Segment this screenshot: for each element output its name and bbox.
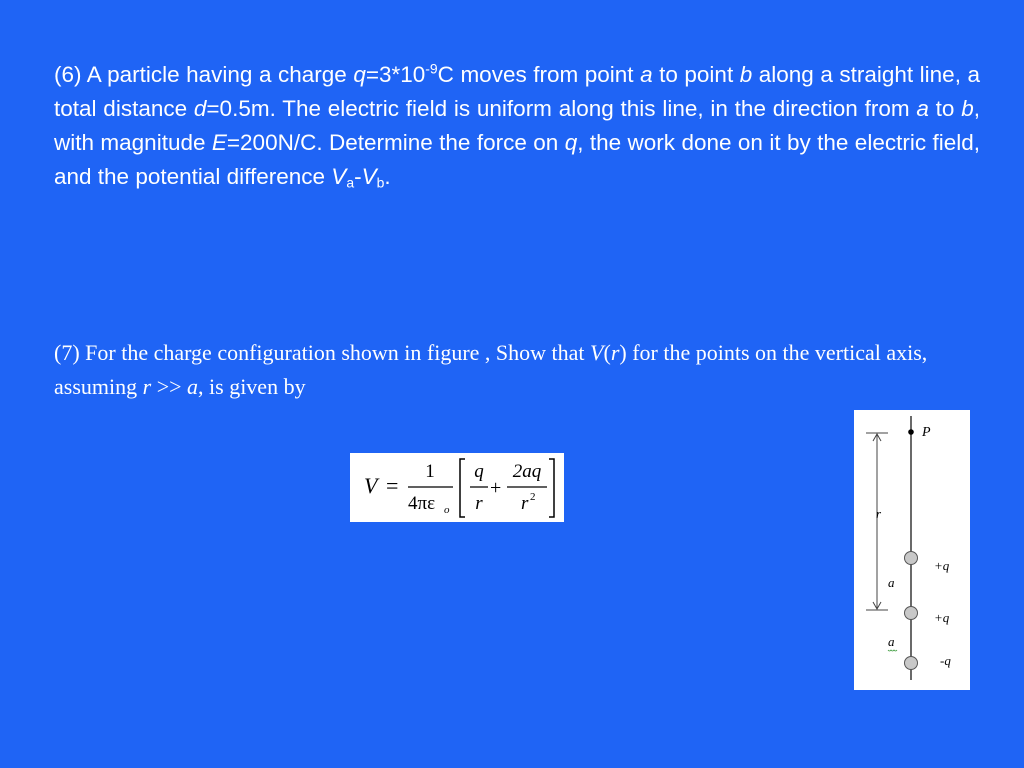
charge-3-label: -q	[940, 653, 951, 668]
formula-coef-num: 1	[425, 461, 435, 482]
problem-7-text: (7) For the charge configuration shown in figure , Show that V(r) for the points on the vertical axis, assuming r >> a, is given by	[54, 340, 928, 399]
a-label-lower: a	[888, 634, 895, 649]
formula-coef-den-sub: o	[444, 504, 450, 516]
formula-plus: +	[490, 477, 502, 499]
right-bracket	[549, 459, 554, 517]
charge-1-circle	[905, 552, 918, 565]
charge-2-label: +q	[934, 610, 950, 625]
formula-image	[350, 453, 564, 522]
point-p-dot	[908, 429, 914, 435]
r-dimension-label: r	[876, 506, 882, 521]
charge-diagram	[854, 410, 970, 690]
a-label-upper: a	[888, 575, 895, 590]
formula-coef-den: 4πε	[408, 493, 436, 514]
point-p-label: P	[922, 425, 931, 440]
problem-6-text: (6) A particle having a charge $q=3*10^{-9}C$ moves from point a to point b along a straight line, a total distance d=0.5m. The electric field is uniform along this line, in the direction from a to b, with magnitude E=200N/C. Determine the force on q, the work done on it by the electric field, and the potential difference $V_a-V_b$.	[54, 60, 980, 191]
term1-num: q	[474, 461, 484, 482]
term1-den: r	[475, 493, 483, 514]
spellcheck-squiggle	[888, 650, 897, 651]
exponent: -9	[425, 60, 438, 77]
potential-formula	[350, 453, 564, 522]
formula-lhs: V	[364, 473, 378, 498]
charge-symbol: q	[353, 62, 366, 87]
charge-2-circle	[905, 607, 918, 620]
left-bracket	[460, 459, 465, 517]
charge-configuration-figure	[854, 410, 970, 690]
formula-equals: =	[386, 473, 399, 498]
charge-1-label: +q	[934, 558, 950, 573]
term2-den-exp: 2	[530, 491, 536, 503]
charge-3-circle	[905, 657, 918, 670]
term2-num: 2aq	[512, 461, 542, 482]
term2-den: r	[521, 493, 529, 514]
